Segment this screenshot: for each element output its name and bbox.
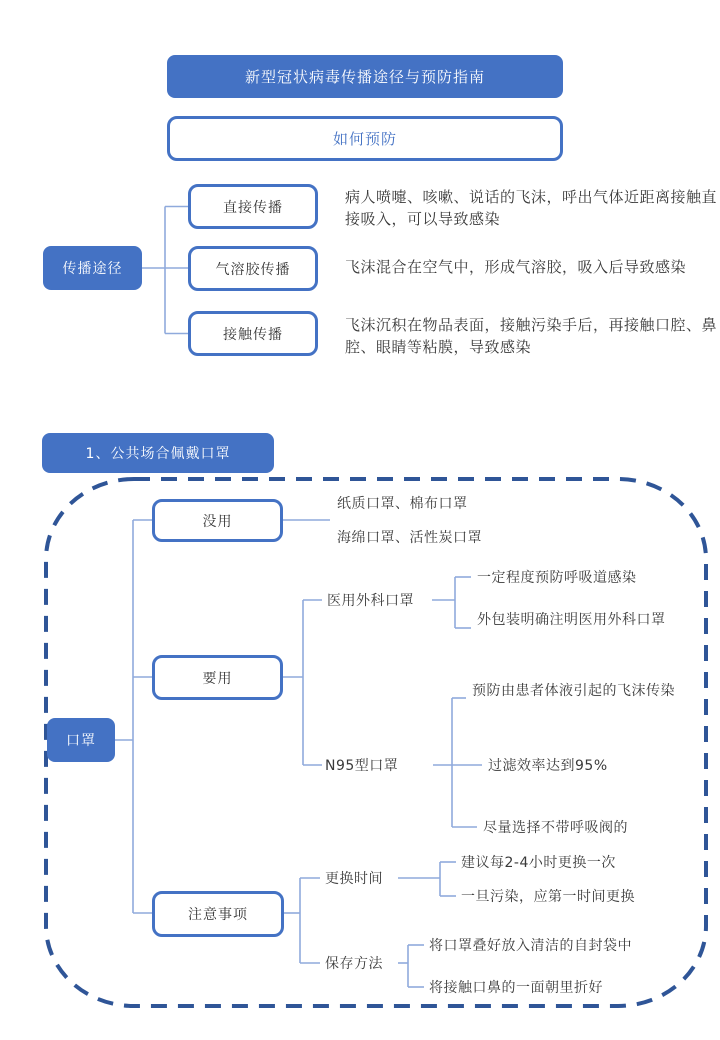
desc-contact-transmission: 飞沫沉积在物品表面，接触污染手后，再接触口腔、鼻腔、眼睛等粘膜，导致感染 <box>345 316 718 356</box>
replace-time-item: 一旦污染，应第一时间更换 <box>461 889 635 905</box>
desc-aerosol-transmission: 飞沫混合在空气中，形成气溶胶，吸入后导致感染 <box>345 258 687 276</box>
storage-item: 将口罩叠好放入清洁的自封袋中 <box>429 938 632 954</box>
label-storage-method: 保存方法 <box>325 956 383 972</box>
node-useless: 没用 <box>152 499 283 542</box>
node-mask-root: 口罩 <box>47 718 115 762</box>
useless-item: 纸质口罩、棉布口罩 <box>337 496 468 512</box>
desc-direct-transmission: 病人喷嚏、咳嗽、说话的飞沫，呼出气体近距离接触直接吸入，可以导致感染 <box>345 188 718 228</box>
node-precautions: 注意事项 <box>152 891 284 937</box>
node-contact-transmission: 接触传播 <box>188 311 318 356</box>
n95-item: 尽量选择不带呼吸阀的 <box>483 820 628 836</box>
label-n95-mask: N95型口罩 <box>325 758 399 774</box>
node-aerosol-transmission: 气溶胶传播 <box>188 246 318 291</box>
node-should-use: 要用 <box>152 655 283 700</box>
n95-item: 过滤效率达到95% <box>488 758 608 774</box>
node-direct-transmission: 直接传播 <box>188 184 318 229</box>
useless-item: 海绵口罩、活性炭口罩 <box>337 530 482 546</box>
subtitle-box: 如何预防 <box>167 116 563 161</box>
page-title: 新型冠状病毒传播途径与预防指南 <box>167 55 563 98</box>
section-header-masks: 1、公共场合佩戴口罩 <box>42 433 274 473</box>
dashed-container-border <box>46 479 706 1006</box>
surgical-item: 一定程度预防呼吸道感染 <box>477 570 637 586</box>
node-transmission-routes: 传播途径 <box>43 246 142 290</box>
n95-item: 预防由患者体液引起的飞沫传染 <box>472 683 675 699</box>
replace-time-item: 建议每2-4小时更换一次 <box>461 855 616 871</box>
label-surgical-mask: 医用外科口罩 <box>327 593 414 609</box>
storage-item: 将接触口鼻的一面朝里折好 <box>429 980 603 996</box>
surgical-item: 外包装明确注明医用外科口罩 <box>477 612 666 628</box>
label-replace-time: 更换时间 <box>325 871 383 887</box>
